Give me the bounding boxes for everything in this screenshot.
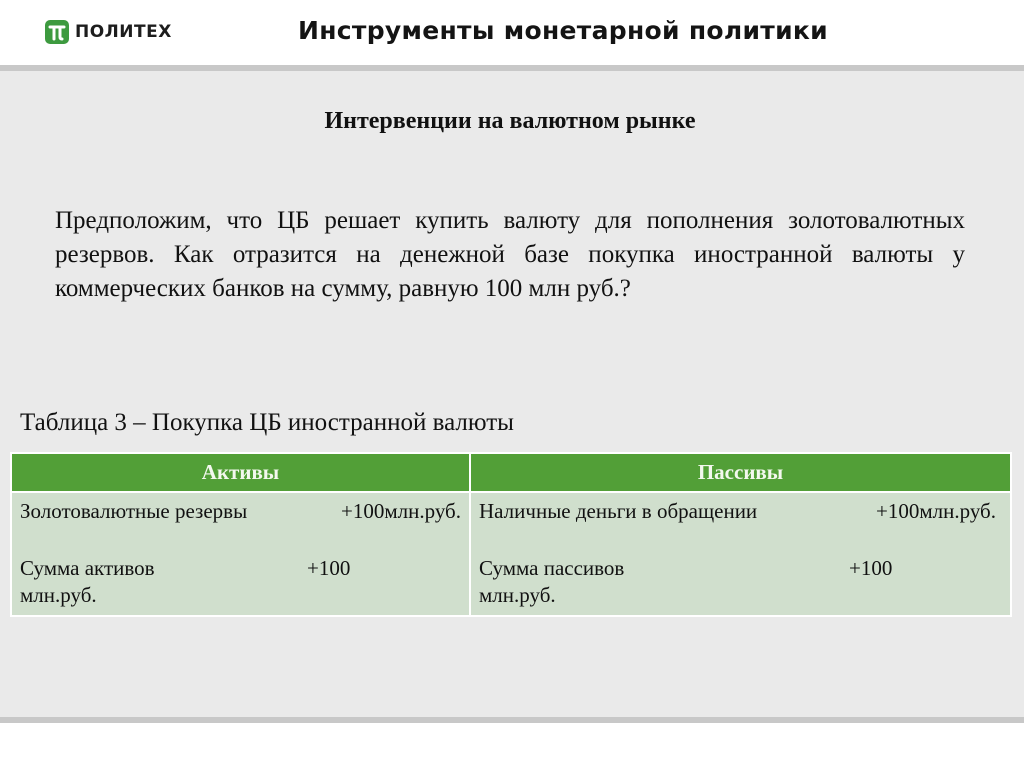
assets-item-label: Золотовалютные резервы xyxy=(20,499,248,523)
header-assets: Активы xyxy=(11,453,470,492)
assets-cell xyxy=(11,492,470,616)
assets-item-value: +100млн.руб. xyxy=(341,499,461,523)
bottom-divider xyxy=(0,717,1024,723)
question-paragraph: Предположим, что ЦБ решает купить валюту для пополнения золотовалютных резервов. Как отразится на денежной базе покупка иностранной валюты у коммерческих банков на сумму, равную 100 млн руб.? xyxy=(55,207,965,302)
liabilities-total-value: +100 xyxy=(849,556,893,580)
slide-content xyxy=(0,71,1024,717)
slide-subtitle: Интервенции на валютном рынке xyxy=(324,108,696,134)
page-title: Инструменты монетарной политики xyxy=(298,16,828,45)
table-row xyxy=(11,492,1011,616)
liabilities-item-value: +100млн.руб. xyxy=(876,499,996,523)
liabilities-item-label: Наличные деньги в обращении xyxy=(479,499,758,523)
liabilities-cell xyxy=(470,492,1011,616)
assets-total-label: Сумма активов xyxy=(20,556,155,580)
slide-header xyxy=(0,0,1024,65)
pi-icon xyxy=(45,20,69,44)
assets-total-value: +100 xyxy=(307,556,351,580)
balance-table xyxy=(10,452,1012,617)
liabilities-total-unit: млн.руб. xyxy=(479,583,556,607)
logo-text: ПОЛИТЕХ xyxy=(75,22,172,42)
liabilities-total-label: Сумма пассивов xyxy=(479,556,625,580)
table-header-row xyxy=(11,453,1011,492)
logo xyxy=(45,20,172,44)
header-liabilities: Пассивы xyxy=(470,453,1011,492)
table-caption: Таблица 3 – Покупка ЦБ иностранной валюты xyxy=(20,409,514,436)
assets-total-unit: млн.руб. xyxy=(20,583,97,607)
